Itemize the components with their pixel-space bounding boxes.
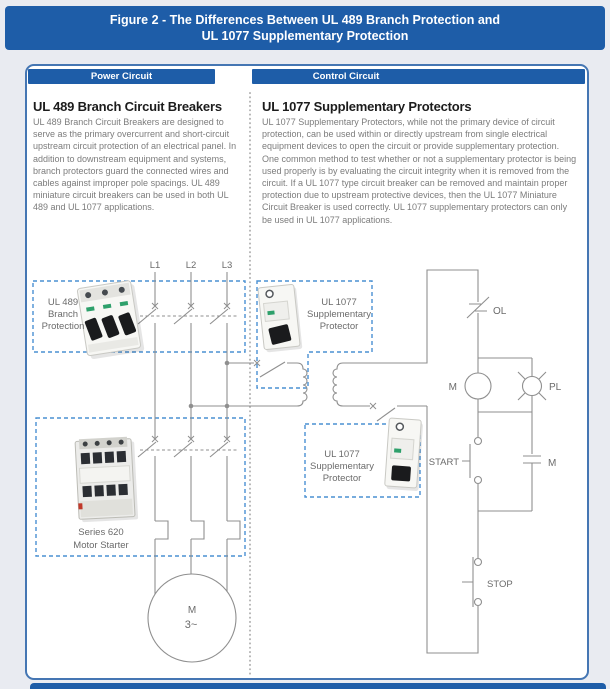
ul489-box-label-1: UL 489 [47,297,79,308]
protector1-box-label-3: Protector [319,321,359,332]
junction-dots [189,361,230,409]
stop-label: STOP [487,579,513,590]
ul489-box-label-3: Protection [41,321,85,332]
start-contact-bottom [475,477,482,484]
phase-label-l2: L2 [185,260,197,271]
pilot-light-symbol [523,377,542,396]
overload-label: OL [493,306,507,317]
motor-starter-dashed-box [36,418,245,556]
ul1077-protector2-image [384,418,423,491]
ul1077-section-body: UL 1077 Supplementary Protectors, while not the primary device of circuit protection, can be used within or directly upstream from single electrical equipment devices to open the circuit or provide supplementary protection. One common method to test whether or not a supplementary protector is being used properly is by evaluating the circuit integrity when it is removed from the circuit. If a UL 1077 type circuit breaker can be removed and maintain proper protection due to upstream protective devices, then the UL 1077 Miniature Circuit Breaker is used correctly. UL 1077 supplementary protectors can only be used in UL 1077 applications. [262,117,577,225]
ul1077-protector1-image [258,284,303,353]
protector1-box-label-1: UL 1077 [321,297,357,308]
ul489-box-label-2: Branch [47,309,79,320]
motor-phase-label: 3~ [184,619,198,631]
start-contact-top [475,438,482,445]
protector2-box-label-1: UL 1077 [324,449,360,460]
phase-label-l3: L3 [221,260,233,271]
ul489-section-body: UL 489 Branch Circuit Breakers are designed to serve as the primary overcurrent and short-circuit upstream circuit protection of an electrical panel. In addition to downstream equipment and systems, branch protectors guard the connected wires and cables against improper pole spacings. UL 489 miniature circuit breakers can be used in both UL 489 and UL 1077 applications. [33,117,237,213]
motor-letter-label: M [187,605,197,616]
start-label: START [428,457,459,468]
starter-box-label-1: Series 620 [78,527,124,538]
ul489-breaker-image [77,280,145,360]
protector2-box-label-3: Protector [322,473,362,484]
phase-label-l1: L1 [149,260,161,271]
figure-title-line2: UL 1077 Supplementary Protection [201,29,409,43]
protector2-box-label-2: Supplementary [310,461,374,472]
coil-m-symbol [465,373,491,399]
control-circuit-header-label: Control Circuit [312,71,380,82]
ul1077-section-heading: UL 1077 Supplementary Protectors [262,99,472,114]
pilot-light-label: PL [549,382,562,393]
motor-symbol [148,574,236,662]
stop-contact-top [475,559,482,566]
power-circuit-header-label: Power Circuit [90,71,153,82]
coil-m-label: M [448,382,457,393]
protector1-box-label-2: Supplementary [307,309,371,320]
stop-contact-bottom [475,599,482,606]
next-section-top-bar [30,683,606,689]
aux-contact-label: M [548,458,557,469]
figure-title-line1: Figure 2 - The Differences Between UL 489 Branch Protection and [109,13,501,27]
starter-box-label-2: Motor Starter [73,540,129,551]
motor-starter-image [75,436,138,522]
ul489-section-heading: UL 489 Branch Circuit Breakers [33,99,222,114]
